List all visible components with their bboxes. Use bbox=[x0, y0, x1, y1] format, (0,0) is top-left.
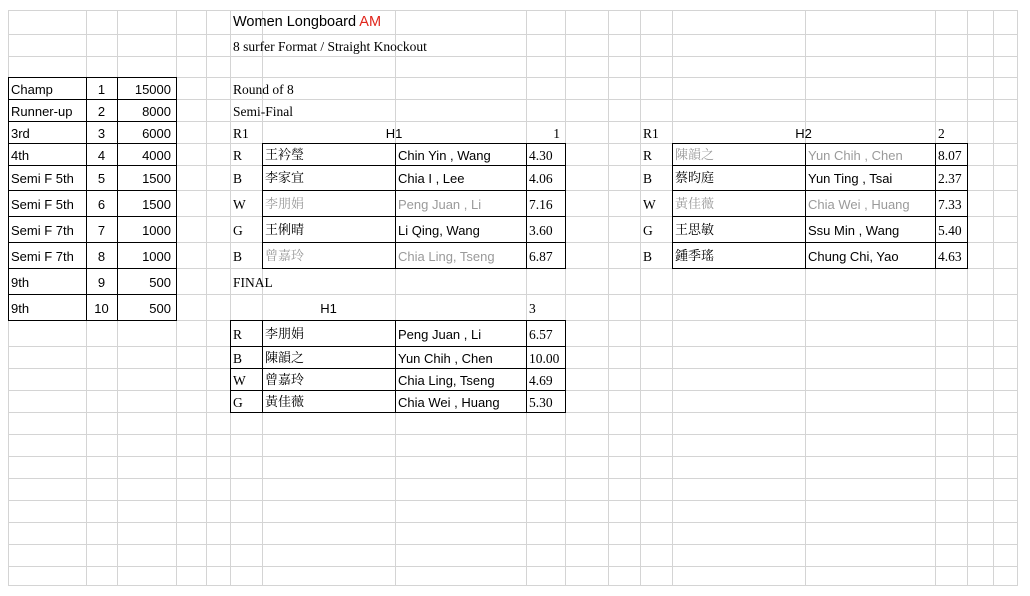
heat-2-name-zh: 陳韻之 bbox=[675, 148, 715, 163]
prize-rank: 7 bbox=[97, 223, 106, 238]
final-table-vborder bbox=[526, 320, 527, 413]
prize-rank: 9 bbox=[97, 275, 106, 290]
final-name-zh: 黃佳薇 bbox=[265, 395, 305, 410]
heat-1-score: 3.60 bbox=[529, 223, 553, 238]
heat-1-score: 4.30 bbox=[529, 148, 553, 163]
heat-2-score: 2.37 bbox=[938, 171, 962, 186]
prize-table-hborder bbox=[8, 77, 177, 78]
heat-2-table-hborder bbox=[672, 165, 968, 166]
prize-place: 3rd bbox=[11, 126, 30, 141]
heat-1-jersey: W bbox=[233, 197, 246, 212]
final-jersey: B bbox=[233, 351, 243, 366]
prize-table-hborder bbox=[8, 190, 177, 191]
heat-2-jersey: R bbox=[643, 148, 653, 163]
prize-place: Semi F 7th bbox=[11, 249, 74, 264]
final-table-hborder bbox=[230, 320, 566, 321]
prize-amount: 1000 bbox=[142, 249, 171, 264]
prize-amount: 8000 bbox=[142, 104, 171, 119]
prize-rank: 8 bbox=[97, 249, 106, 264]
heat-1-jersey: B bbox=[233, 171, 243, 186]
heat-1-jersey: R bbox=[233, 148, 243, 163]
prize-rank: 1 bbox=[97, 82, 106, 97]
heat-2-score: 4.63 bbox=[938, 249, 962, 264]
heat-1-heat-number: 1 bbox=[553, 126, 560, 141]
heat-2-table-vborder bbox=[967, 143, 968, 269]
heat-2-heat-number: 2 bbox=[938, 126, 945, 141]
final-score: 10.00 bbox=[529, 351, 560, 366]
final-name-zh: 曾嘉玲 bbox=[265, 373, 305, 388]
heat-2-name-en: Yun Ting , Tsai bbox=[808, 171, 893, 186]
final-table-hborder bbox=[230, 412, 566, 413]
prize-table-hborder bbox=[8, 242, 177, 243]
grid-hline bbox=[8, 500, 1018, 501]
final-name-en: Chia Ling, Tseng bbox=[398, 373, 495, 388]
prize-amount: 500 bbox=[149, 275, 171, 290]
heat-2-table-hborder bbox=[672, 216, 968, 217]
heat-2-jersey: B bbox=[643, 171, 653, 186]
heat-2-name-zh: 蔡昀庭 bbox=[675, 171, 715, 186]
prize-table-hborder bbox=[8, 320, 177, 321]
heat-2-jersey: G bbox=[643, 223, 653, 238]
final-table-hborder bbox=[230, 346, 566, 347]
prize-place: Runner-up bbox=[11, 104, 73, 119]
heat-1-score: 6.87 bbox=[529, 249, 553, 264]
prize-place: 9th bbox=[11, 301, 30, 316]
event-title-accent: AM bbox=[359, 14, 382, 30]
prize-table-hborder bbox=[8, 121, 177, 122]
heat-2-name-en: Ssu Min , Wang bbox=[808, 223, 900, 238]
stage-label: Semi-Final bbox=[233, 104, 293, 119]
prize-amount: 15000 bbox=[134, 82, 171, 97]
heat-2-table-hborder bbox=[672, 143, 968, 144]
heat-1-name-zh: 李家宜 bbox=[265, 171, 305, 186]
heat-1-table-hborder bbox=[262, 190, 566, 191]
prize-place: Semi F 7th bbox=[11, 223, 74, 238]
heat-2-name-en: Chia Wei , Huang bbox=[808, 197, 910, 212]
prize-table-hborder bbox=[8, 216, 177, 217]
heat-1-heat-label: H1 bbox=[385, 126, 403, 141]
prize-amount: 1000 bbox=[142, 223, 171, 238]
prize-table-hborder bbox=[8, 294, 177, 295]
heat-1-name-en: Peng Juan , Li bbox=[398, 197, 482, 212]
final-table-vborder bbox=[395, 320, 396, 413]
heat-2-name-en: Chung Chi, Yao bbox=[808, 249, 899, 264]
heat-2-name-zh: 黃佳薇 bbox=[675, 197, 715, 212]
prize-amount: 4000 bbox=[142, 148, 171, 163]
final-label: FINAL bbox=[233, 275, 273, 290]
final-score: 5.30 bbox=[529, 395, 553, 410]
prize-table-hborder bbox=[8, 268, 177, 269]
final-name-zh: 李朋娟 bbox=[265, 327, 305, 342]
prize-place: 4th bbox=[11, 148, 30, 163]
final-table-vborder bbox=[565, 320, 566, 413]
heat-1-jersey: G bbox=[233, 223, 243, 238]
prize-amount: 500 bbox=[149, 301, 171, 316]
heat-2-jersey: B bbox=[643, 249, 653, 264]
grid-hline bbox=[8, 585, 1018, 586]
event-title bbox=[233, 15, 381, 30]
heat-2-score: 7.33 bbox=[938, 197, 962, 212]
prize-table-hborder bbox=[8, 99, 177, 100]
heat-1-table-vborder bbox=[565, 143, 566, 269]
heat-2-table-hborder bbox=[672, 268, 968, 269]
heat-2-heat-label: H2 bbox=[795, 126, 812, 141]
heat-1-table-hborder bbox=[262, 242, 566, 243]
heat-2-round: R1 bbox=[643, 126, 659, 141]
final-table-vborder bbox=[230, 320, 231, 413]
prize-place: Semi F 5th bbox=[11, 197, 74, 212]
heat-1-table-vborder bbox=[395, 143, 396, 269]
round-label: Round of 8 bbox=[233, 82, 294, 97]
heat-2-name-en: Yun Chih , Chen bbox=[808, 148, 903, 163]
final-score: 6.57 bbox=[529, 327, 553, 342]
heat-2-table-vborder bbox=[672, 143, 673, 269]
prize-rank: 3 bbox=[97, 126, 106, 141]
prize-amount: 1500 bbox=[142, 197, 171, 212]
prize-table-vborder bbox=[8, 77, 9, 321]
grid-hline bbox=[8, 566, 1018, 567]
prize-place: Semi F 5th bbox=[11, 171, 74, 186]
prize-amount: 1500 bbox=[142, 171, 171, 186]
heat-1-table-vborder bbox=[262, 143, 263, 269]
prize-table-vborder bbox=[176, 77, 177, 321]
heat-1-score: 7.16 bbox=[529, 197, 553, 212]
heat-1-table-hborder bbox=[262, 143, 566, 144]
final-name-en: Chia Wei , Huang bbox=[398, 395, 500, 410]
heat-2-jersey: W bbox=[643, 197, 656, 212]
heat-1-score: 4.06 bbox=[529, 171, 553, 186]
heat-1-name-zh: 曾嘉玲 bbox=[265, 249, 305, 264]
prize-rank: 2 bbox=[97, 104, 106, 119]
prize-rank: 6 bbox=[97, 197, 106, 212]
heat-1-table-hborder bbox=[262, 165, 566, 166]
final-heat-number: 3 bbox=[529, 301, 536, 316]
heat-2-name-zh: 王思敏 bbox=[675, 223, 715, 238]
heat-1-table-hborder bbox=[262, 268, 566, 269]
final-name-en: Peng Juan , Li bbox=[398, 327, 482, 342]
heat-1-name-en: Chin Yin , Wang bbox=[398, 148, 491, 163]
grid-hline bbox=[8, 544, 1018, 545]
heat-2-table-vborder bbox=[805, 143, 806, 269]
heat-1-name-zh: 王衿瑩 bbox=[265, 148, 305, 163]
final-score: 4.69 bbox=[529, 373, 553, 388]
heat-1-name-zh: 李朋娟 bbox=[265, 197, 305, 212]
prize-place: Champ bbox=[11, 82, 53, 97]
final-jersey: G bbox=[233, 395, 243, 410]
heat-2-table-vborder bbox=[935, 143, 936, 269]
prize-rank: 4 bbox=[97, 148, 106, 163]
prize-table-hborder bbox=[8, 165, 177, 166]
heat-1-name-en: Chia I , Lee bbox=[398, 171, 465, 186]
heat-1-name-en: Chia Ling, Tseng bbox=[398, 249, 495, 264]
prize-table-hborder bbox=[8, 143, 177, 144]
final-heat-label: H1 bbox=[320, 301, 337, 316]
heat-2-table-hborder bbox=[672, 190, 968, 191]
prize-rank: 5 bbox=[97, 171, 106, 186]
event-subtitle: 8 surfer Format / Straight Knockout bbox=[233, 39, 427, 54]
final-name-zh: 陳韻之 bbox=[265, 351, 305, 366]
final-table-vborder bbox=[262, 320, 263, 413]
heat-1-round: R1 bbox=[233, 126, 249, 141]
event-title-text: Women Longboard bbox=[233, 14, 360, 30]
heat-2-table-hborder bbox=[672, 242, 968, 243]
final-table-hborder bbox=[230, 390, 566, 391]
prize-amount: 6000 bbox=[142, 126, 171, 141]
grid-hline bbox=[8, 522, 1018, 523]
heat-1-jersey: B bbox=[233, 249, 243, 264]
heat-2-score: 8.07 bbox=[938, 148, 962, 163]
heat-2-name-zh: 鍾季瑤 bbox=[675, 249, 715, 264]
grid-hline bbox=[8, 434, 1018, 435]
grid-hline bbox=[8, 478, 1018, 479]
heat-1-table-hborder bbox=[262, 216, 566, 217]
grid-hline bbox=[8, 456, 1018, 457]
grid-hline bbox=[8, 56, 1018, 57]
heat-1-name-en: Li Qing, Wang bbox=[398, 223, 480, 238]
heat-1-table-vborder bbox=[526, 143, 527, 269]
heat-1-name-zh: 王俐晴 bbox=[265, 223, 305, 238]
final-jersey: W bbox=[233, 373, 246, 388]
final-table-hborder bbox=[230, 368, 566, 369]
grid-hline bbox=[8, 34, 1018, 35]
grid-hline bbox=[8, 10, 1018, 11]
heat-2-score: 5.40 bbox=[938, 223, 962, 238]
prize-rank: 10 bbox=[94, 301, 109, 316]
prize-place: 9th bbox=[11, 275, 30, 290]
final-jersey: R bbox=[233, 327, 243, 342]
final-name-en: Yun Chih , Chen bbox=[398, 351, 493, 366]
